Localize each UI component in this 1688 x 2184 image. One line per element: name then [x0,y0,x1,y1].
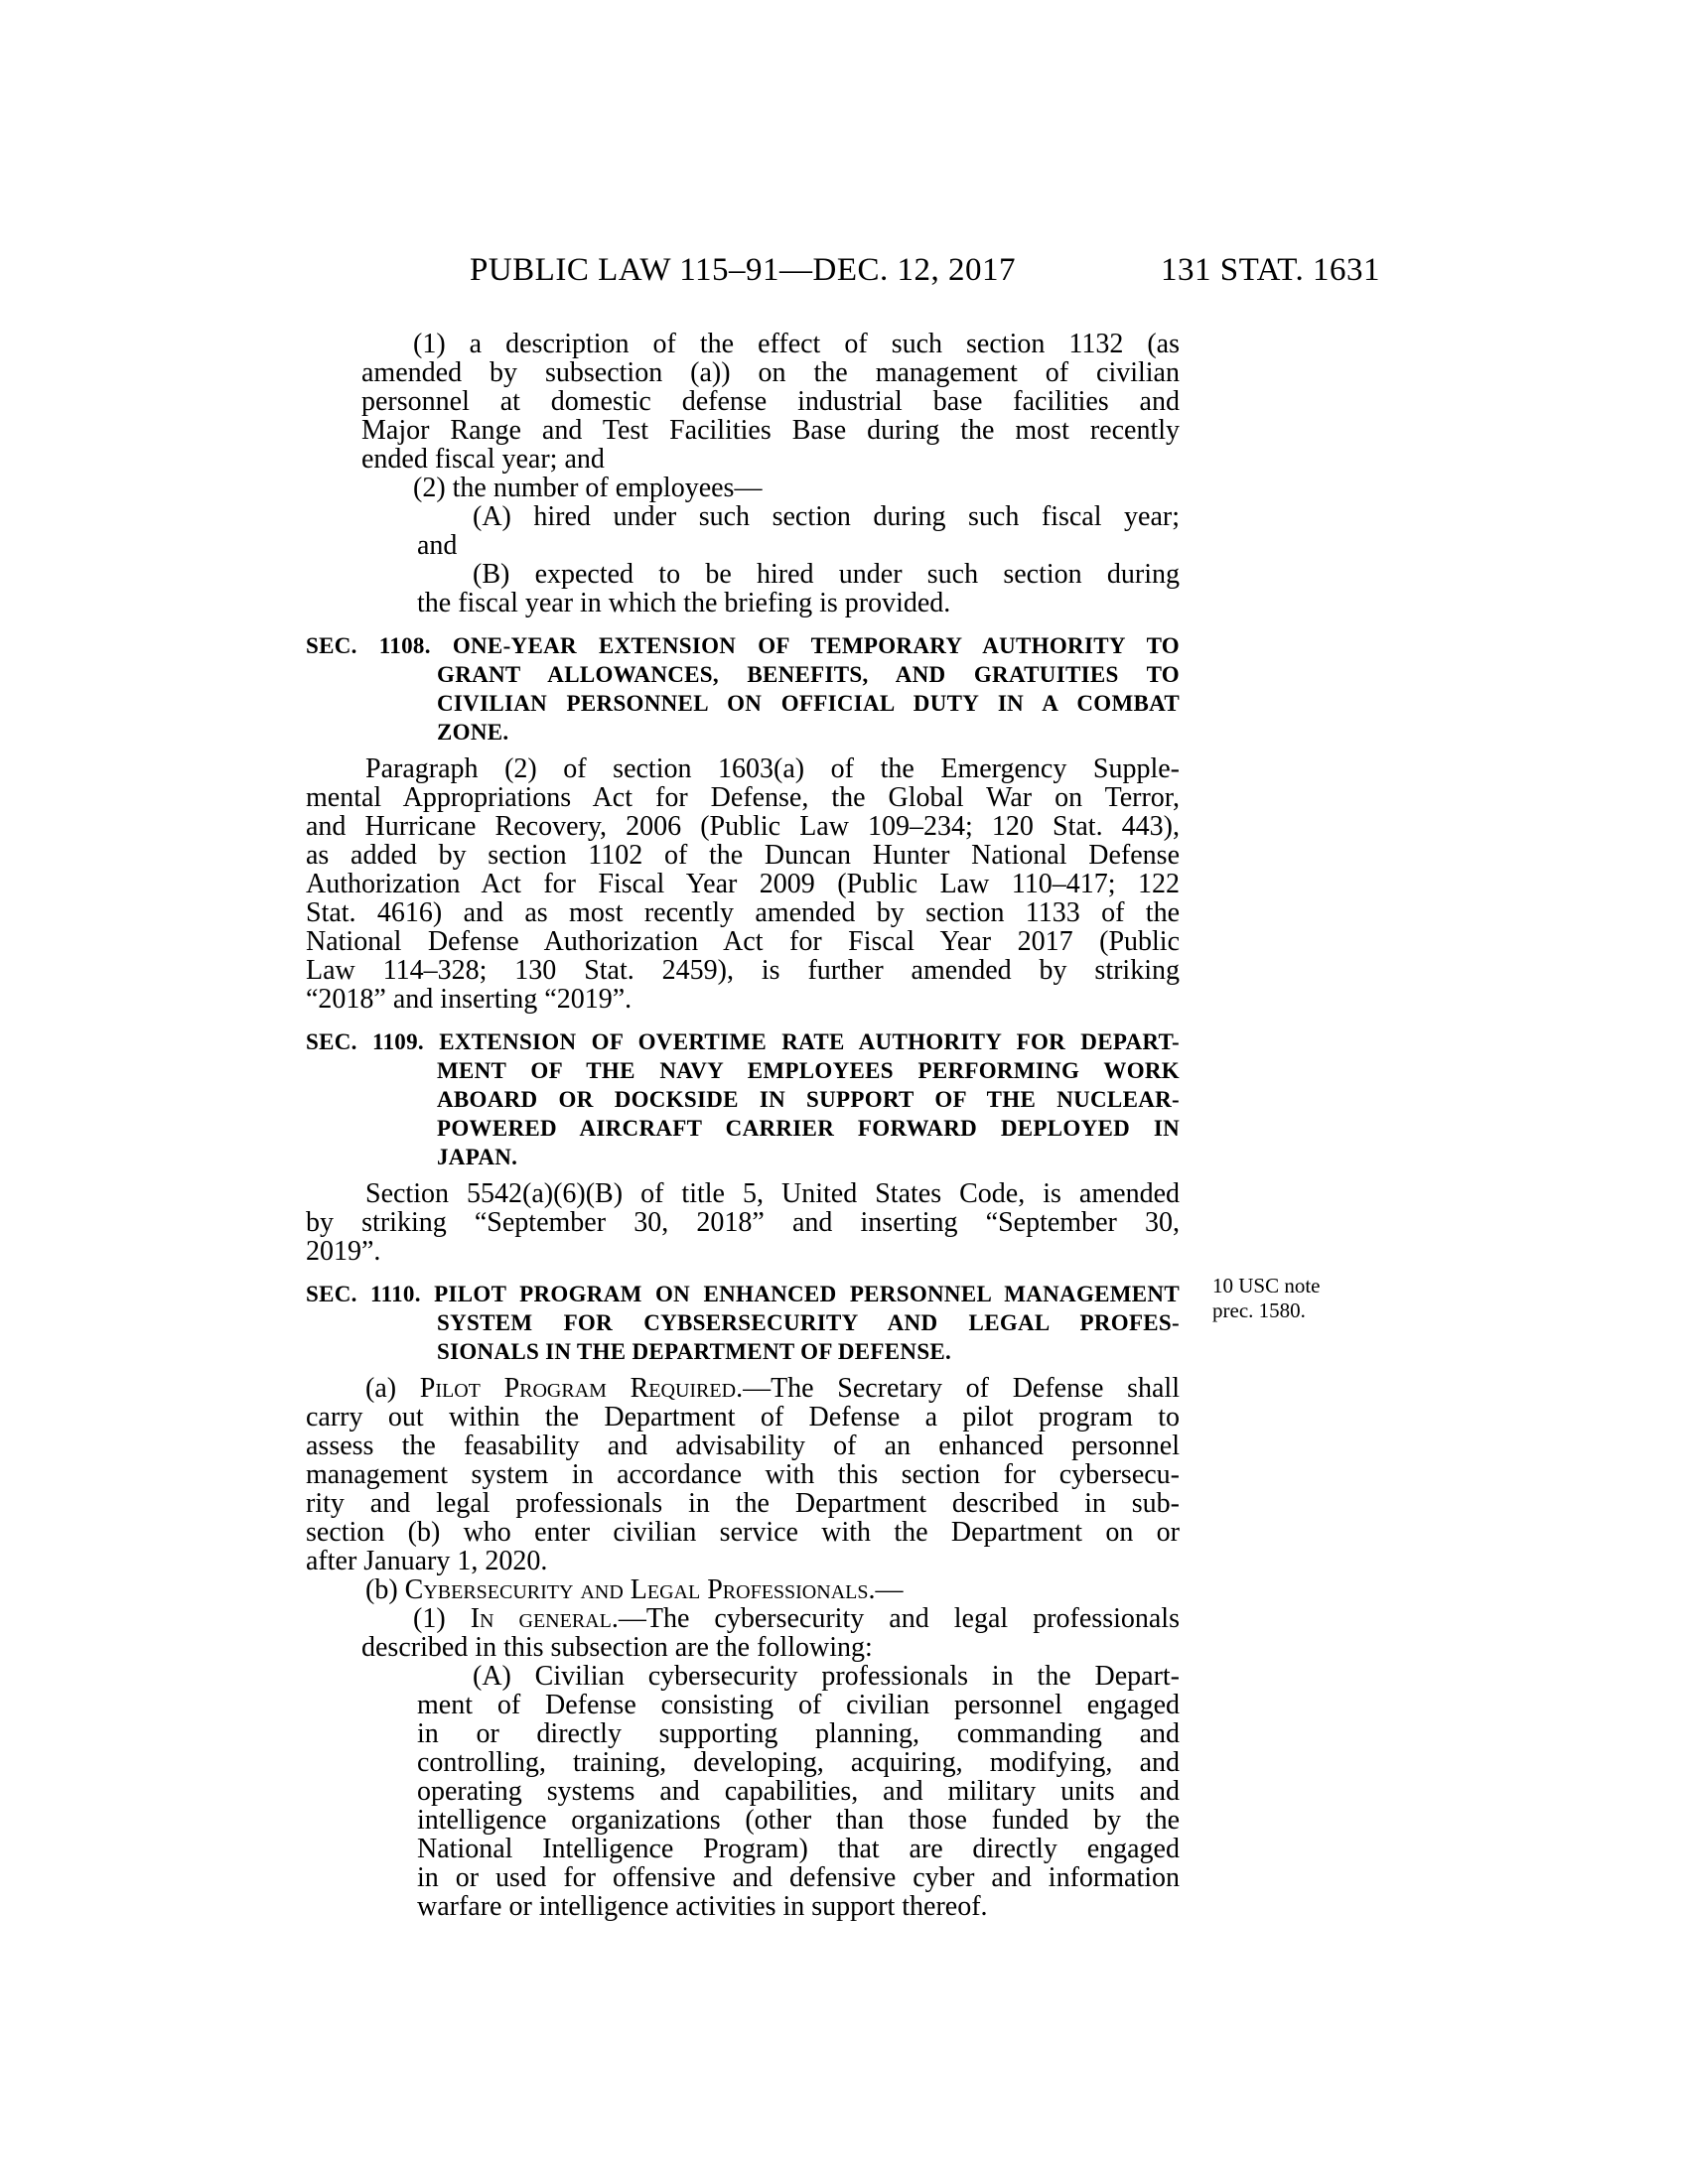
text-line: (1) a description of the effect of such section 1132 (as [413,329,1180,359]
text-line: Section 5542(a)(6)(B) of title 5, United States Code, is amended [365,1178,1180,1209]
text-line: (2) the number of employees— [413,473,763,503]
section-heading [306,1027,1180,1171]
text-line: SEC. 1109. EXTENSION OF OVERTIME RATE AUTHORITY FOR DEPART- [306,1029,1180,1054]
text-line: amended by subsection (a)) on the management of civilian [361,357,1180,388]
paragraph [361,1604,1180,1662]
text-line: section (b) who enter civilian service with the Department on or [306,1517,1180,1548]
paragraph [306,1374,1180,1575]
text-line: JAPAN. [437,1145,518,1169]
text-line: in or directly supporting planning, commanding and [417,1718,1180,1749]
paragraph [306,754,1180,1014]
text-line: Stat. 4616) and as most recently amended by section 1133 of the [306,897,1180,928]
text-line: in or used for offensive and defensive cyber and information [417,1862,1180,1893]
margin-note-line: prec. 1580. [1212,1298,1306,1322]
text-line: described in this subsection are the following: [361,1632,873,1663]
text-line: management system in accordance with this section for cybersecu- [306,1459,1180,1490]
text-line: GRANT ALLOWANCES, BENEFITS, AND GRATUITIES TO [437,662,1180,687]
text-line: National Defense Authorization Act for Fiscal Year 2017 (Public [306,926,1180,957]
text-line: (B) expected to be hired under such section during [473,559,1180,590]
text-line: (A) hired under such section during such fiscal year; [473,501,1180,532]
text-line: intelligence organizations (other than those funded by the [417,1805,1180,1836]
text-line: 2019”. [306,1236,381,1267]
small-caps-text: Pilot Program Required [419,1373,737,1404]
paragraph [306,1575,1180,1604]
text-line: Paragraph (2) of section 1603(a) of the Emergency Supple- [365,753,1180,784]
text-line: by striking “September 30, 2018” and inserting “September 30, [306,1207,1180,1238]
text-line: Authorization Act for Fiscal Year 2009 (Public Law 110–417; 122 [306,869,1180,899]
text-line: Law 114–328; 130 Stat. 2459), is further amended by striking [306,955,1180,986]
text-line: ended fiscal year; and [361,444,605,475]
text-line: CIVILIAN PERSONNEL ON OFFICIAL DUTY IN A COMBAT [437,691,1180,716]
text-line: ABOARD OR DOCKSIDE IN SUPPORT OF THE NUCLEAR- [437,1087,1180,1112]
text-line: SEC. 1110. PILOT PROGRAM ON ENHANCED PERSONNEL MANAGEMENT [306,1282,1180,1306]
text-line: SYSTEM FOR CYBSERSECURITY AND LEGAL PROFES- [437,1310,1180,1335]
text-line: Major Range and Test Facilities Base during the most recently [361,415,1180,446]
text-line: MENT OF THE NAVY EMPLOYEES PERFORMING WORK [437,1058,1180,1083]
text-line: the fiscal year in which the briefing is provided. [417,588,951,618]
paragraph [306,1179,1180,1266]
paragraph [361,330,1180,474]
text-line: (A) Civilian cybersecurity professionals in the Depart- [473,1661,1180,1692]
text-line: and Hurricane Recovery, 2006 (Public Law 109–234; 120 Stat. 443), [306,811,1180,842]
section-heading [306,1280,1180,1366]
text-line: after January 1, 2020. [306,1546,548,1576]
text-line: carry out within the Department of Defense a pilot program to [306,1402,1180,1433]
text-line: SIONALS IN THE DEPARTMENT OF DEFENSE. [437,1339,952,1364]
text-line: ZONE. [437,720,509,745]
page-header-stat-number: 131 STAT. 1631 [1160,252,1380,288]
paragraph [417,502,1180,560]
text-line: (b) Cybersecurity and Legal Professionals.— [365,1574,904,1605]
text-column [306,330,1180,1921]
text-line: “2018” and inserting “2019”. [306,984,633,1015]
text-line: SEC. 1108. ONE-YEAR EXTENSION OF TEMPORARY AUTHORITY TO [306,633,1180,658]
text-line: rity and legal professionals in the Department described in sub- [306,1488,1180,1519]
small-caps-text: In general [470,1603,612,1634]
text-line: ment of Defense consisting of civilian personnel engaged [417,1690,1180,1720]
text-line: personnel at domestic defense industrial base facilities and [361,386,1180,417]
text-line: assess the feasability and advisability of an enhanced personnel [306,1431,1180,1461]
text-line: (1) In general.—The cybersecurity and legal professionals [413,1603,1180,1634]
text-line: National Intelligence Program) that are directly engaged [417,1834,1180,1864]
text-line: controlling, training, developing, acquiring, modifying, and [417,1747,1180,1778]
text-line: operating systems and capabilities, and military units and [417,1776,1180,1807]
text-line: mental Appropriations Act for Defense, the Global War on Terror, [306,782,1180,813]
margin-note-line: 10 USC note [1212,1274,1321,1297]
page-header-title: PUBLIC LAW 115–91—DEC. 12, 2017 [469,252,1017,288]
small-caps-text: Cybersecurity and Legal Professionals [404,1574,869,1605]
text-line: as added by section 1102 of the Duncan Hunter National Defense [306,840,1180,871]
text-line: warfare or intelligence activities in support thereof. [417,1891,988,1922]
text-line: and [417,530,458,561]
text-line: (a) Pilot Program Required.—The Secretary of Defense shall [365,1373,1180,1404]
text-line: POWERED AIRCRAFT CARRIER FORWARD DEPLOYED IN [437,1116,1180,1141]
paragraph [361,474,1180,502]
section-heading [306,631,1180,747]
paragraph [417,1662,1180,1921]
margin-note [1212,1274,1321,1323]
paragraph [417,560,1180,617]
